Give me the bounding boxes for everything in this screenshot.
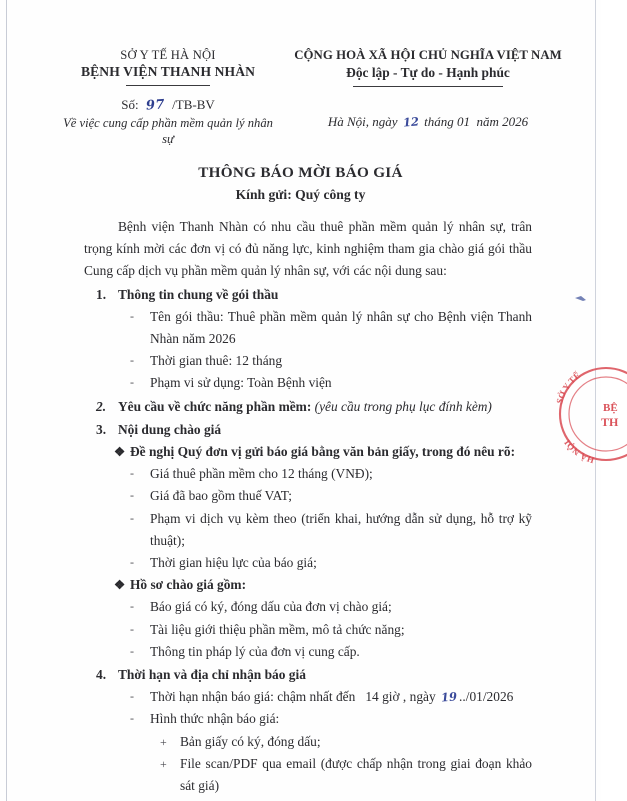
dash-bullet-icon: - (130, 621, 134, 636)
list-item (84, 552, 532, 574)
svg-text:SỞ Y TẾ: SỞ Y TẾ (554, 370, 583, 405)
list-item (84, 619, 532, 641)
title-block (0, 163, 601, 205)
list-item-text: Giá đã bao gồm thuế VAT; (150, 488, 292, 504)
dash-bullet-icon: - (130, 555, 134, 570)
group-heading-text: Đề nghị Quý đơn vị gửi báo giá bằng văn bản giấy, trong đó nêu rõ: (130, 444, 516, 460)
national-motto: Độc lập - Tự do - Hạnh phúc (346, 65, 510, 80)
plus-bullet-icon: + (160, 734, 167, 749)
list-item-text: Tài liệu giới thiệu phần mềm, mô tả chức năng; (150, 621, 405, 637)
header-divider-right (353, 86, 503, 87)
document-number-label: Số: (121, 97, 139, 112)
month-value: 01 (456, 114, 470, 129)
section-2-heading: Yêu cầu về chức năng phần mềm: (118, 398, 312, 414)
intro-paragraph: Bệnh viện Thanh Nhàn có nhu cầu thuê phần mềm quản lý nhân sự, trân trọng kính mời các đơn vị có đủ năng lực, kinh nghiệm tham gia chào giá gói thầu Cung cấp dịch vụ phần mềm quản lý nhân sự, với các nội dung sau: (84, 219, 532, 279)
dash-bullet-icon: - (130, 643, 134, 658)
list-item (84, 641, 532, 663)
official-seal (553, 361, 627, 467)
place-and-date (288, 113, 568, 131)
dash-bullet-icon: - (130, 466, 134, 481)
diamond-bullet-icon: ❖ (114, 445, 126, 460)
document-subject: Về việc cung cấp phần mềm quản lý nhân sự (63, 116, 273, 146)
list-item (84, 708, 532, 730)
list-item-text: Phạm vi sử dụng: Toàn Bệnh viện (150, 375, 332, 391)
list-item (84, 350, 532, 372)
dash-bullet-icon: - (130, 711, 134, 726)
deadline-time: 14 giờ , (365, 689, 407, 705)
section-1-heading: Thông tin chung về gói thầu (118, 286, 279, 302)
section-3-heading: Nội dung chào giá (118, 421, 222, 437)
date-day-handwritten: 12 (402, 114, 420, 130)
national-title: CỘNG HOÀ XÃ HỘI CHỦ NGHĨA VIỆT NAM (294, 48, 562, 62)
deadline-day-handwritten: 19 (440, 689, 458, 705)
svg-text:BỆ: BỆ (603, 402, 618, 414)
section-3-number: 3. (96, 421, 107, 437)
section-2-number: 2. (96, 398, 107, 414)
deadline-prefix: Thời hạn nhận báo giá: chậm nhất đến (150, 689, 356, 705)
document-title: THÔNG BÁO MỜI BÁO GIÁ (198, 164, 403, 181)
section-3-group-1-list (84, 463, 532, 574)
document-header (0, 47, 601, 147)
document-number-handwritten: 97 (145, 97, 166, 114)
list-item (84, 463, 532, 485)
deadline-date-rest: ../01/2026 (459, 689, 514, 705)
svg-text:HÀ NỘI: HÀ NỘI (562, 437, 596, 466)
list-item-text: Phạm vi dịch vụ kèm theo (triển khai, hướng dẫn sử dụng, hỗ trợ kỹ thuật); (150, 510, 532, 548)
list-item-text: Thông tin pháp lý của đơn vị cung cấp. (150, 643, 360, 659)
dash-bullet-icon: - (130, 308, 134, 323)
section-1-number: 1. (96, 286, 107, 302)
list-item (84, 753, 532, 797)
header-divider-left (126, 85, 210, 86)
list-item-text: Báo giá có ký, đóng dấu của đơn vị chào giá; (150, 599, 392, 615)
document-number-line (52, 96, 284, 114)
ink-mark (574, 290, 588, 299)
svg-text:TH: TH (601, 415, 619, 429)
year-value: 2026 (502, 114, 529, 129)
list-item-text: Tên gói thầu: Thuê phần mềm quản lý nhân sự cho Bệnh viện Thanh Nhàn năm 2026 (150, 308, 532, 347)
section-4-number: 4. (96, 667, 107, 683)
document-recipient: Kính gửi: Quý công ty (235, 187, 366, 202)
dash-bullet-icon: - (130, 510, 134, 525)
list-item (84, 508, 532, 552)
list-item-text: Hình thức nhận báo giá: (150, 711, 280, 727)
section-1 (84, 284, 532, 306)
organization-name: BỆNH VIỆN THANH NHÀN (80, 64, 256, 79)
group-heading-text: Hồ sơ chào giá gồm: (130, 577, 247, 593)
year-label: năm (476, 114, 499, 129)
list-item-text: Giá thuê phần mềm cho 12 tháng (VNĐ); (150, 466, 373, 482)
place-label: Hà Nội, ngày (327, 114, 398, 129)
list-item (84, 485, 532, 507)
section-4 (84, 664, 532, 686)
list-item (84, 372, 532, 394)
dash-bullet-icon: - (130, 353, 134, 368)
list-item (84, 306, 532, 350)
section-4-list (84, 686, 532, 797)
deadline-day-label: ngày (409, 689, 436, 705)
section-1-list (84, 306, 532, 395)
list-item (84, 596, 532, 618)
section-3-group-1-heading (84, 441, 532, 463)
national-heading-block (288, 47, 568, 131)
section-2 (84, 396, 532, 418)
section-3-group-2-list (84, 596, 532, 663)
dash-bullet-icon: - (130, 375, 134, 390)
month-label: tháng (424, 114, 454, 129)
dash-bullet-icon: - (130, 689, 134, 704)
dash-bullet-icon: - (130, 488, 134, 503)
dash-bullet-icon: - (130, 599, 134, 614)
diamond-bullet-icon: ❖ (114, 578, 126, 593)
deadline-item (84, 686, 532, 708)
plus-bullet-icon: + (160, 756, 167, 771)
list-item-text: Thời gian thuê: 12 tháng (150, 353, 283, 369)
document-body (84, 216, 532, 797)
section-4-heading: Thời hạn và địa chỉ nhận báo giá (118, 667, 306, 683)
document-number-suffix: /TB-BV (172, 97, 215, 112)
list-item-text: File scan/PDF qua email (được chấp nhận trong giai đoạn khảo sát giá) (180, 755, 532, 794)
list-item-text: Thời gian hiệu lực của báo giá; (150, 555, 317, 571)
parent-organization: SỞ Y TẾ HÀ NỘI (120, 48, 216, 62)
section-3 (84, 419, 532, 441)
section-3-group-2-heading (84, 574, 532, 596)
section-2-note: (yêu cầu trong phụ lục đính kèm) (314, 398, 492, 414)
list-item-text: Bản giấy có ký, đóng dấu; (180, 733, 321, 749)
issuing-authority-block (52, 47, 284, 147)
list-item (84, 731, 532, 753)
